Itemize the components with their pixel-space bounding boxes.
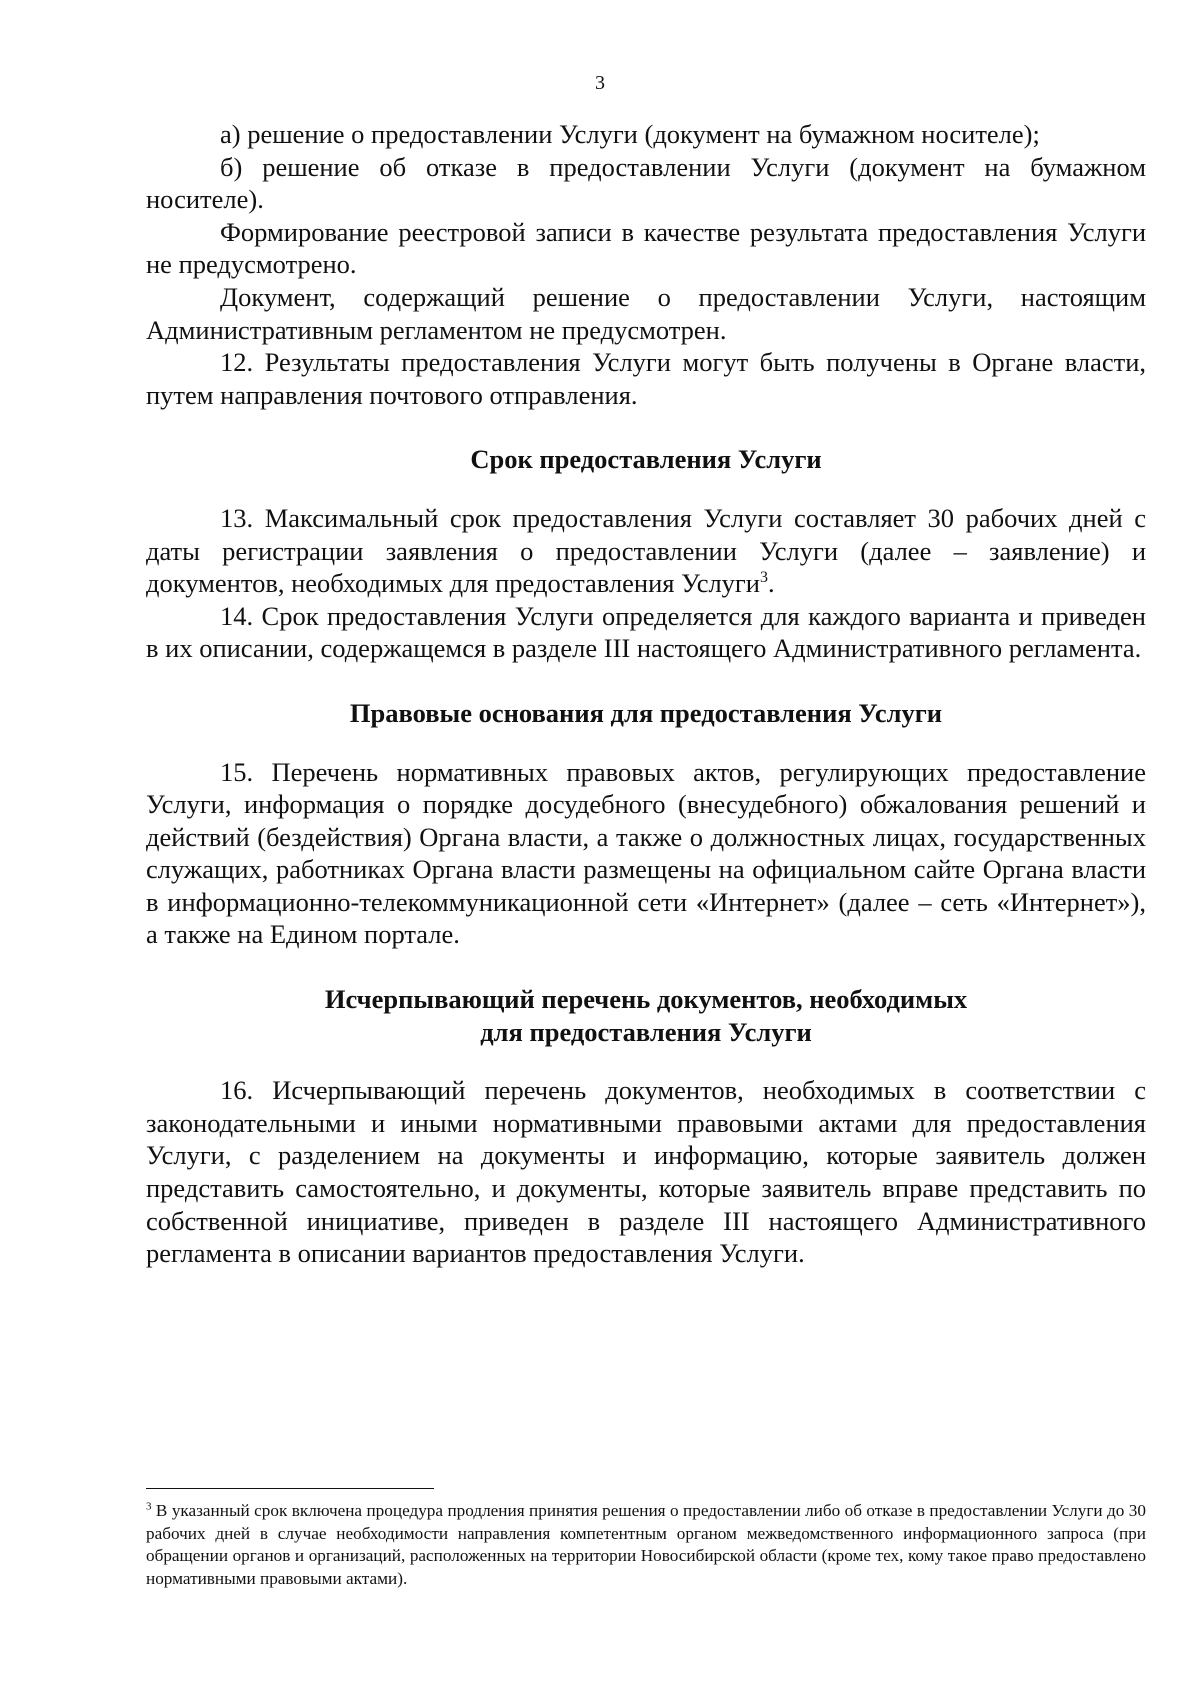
paragraph-registry: Формирование реестровой записи в качестве результата предоставления Услуги не предусмотрено. bbox=[146, 216, 1146, 280]
heading-legal: Правовые основания для предоставления Услуги bbox=[349, 697, 943, 728]
footnote-ref: 3 bbox=[759, 569, 768, 587]
paragraph-a: а) решение о предоставлении Услуги (документ на бумажном носителе); bbox=[220, 119, 1040, 149]
page-number: 3 bbox=[595, 72, 605, 94]
heading-documents-line1: Исчерпывающий перечень документов, необходимых bbox=[324, 984, 968, 1015]
document-body bbox=[146, 118, 1146, 1270]
footnote-separator bbox=[146, 1488, 434, 1489]
paragraph-13 bbox=[146, 502, 1146, 600]
paragraph-12: 12. Результаты предоставления Услуги могут быть получены в Органе власти, путем направления почтового отправления. bbox=[146, 347, 1146, 410]
heading-documents bbox=[146, 983, 1146, 1048]
paragraph-document: Документ, содержащий решение о предоставлении Услуги, настоящим Административным регламентом не предусмотрен. bbox=[146, 281, 1146, 345]
footnote-text: В указанный срок включена процедура продления принятия решения о предоставлении либо об отказе в предоставлении Услуги до 30 рабочих дней в случае необходимости направления компетентным органом межведомственного информационного запроса (при обращении органов и организаций, расположенных на территории Новосибирской области (кроме тех, кому такое право предоставлено нормативными правовыми актами). bbox=[146, 1501, 1146, 1588]
paragraph-14: 14. Срок предоставления Услуги определяется для каждого варианта и приведен в их описании, содержащемся в разделе III настоящего Административного регламента. bbox=[146, 600, 1146, 664]
heading-term: Срок предоставления Услуги bbox=[470, 444, 822, 475]
footnote bbox=[146, 1500, 1146, 1590]
paragraph-b: б) решение об отказе в предоставлении Услуги (документ на бумажном носителе). bbox=[146, 151, 1146, 215]
paragraph-16: 16. Исчерпывающий перечень документов, необходимых в соответствии с законодательными и иными нормативными правовыми актами для предоставления Услуги, с разделением на документы и информацию, которые заявитель должен представить самостоятельно, и документы, которые заявитель вправе представить по собственной инициативе, приведен в разделе III настоящего Административного регламента в описании вариантов предоставления Услуги. bbox=[146, 1075, 1146, 1269]
paragraph-13-end: . bbox=[767, 568, 775, 599]
heading-documents-line2: для предоставления Услуги bbox=[480, 1016, 812, 1047]
footnote-number: 3 bbox=[146, 1500, 152, 1513]
paragraph-13-text: 13. Максимальный срок предоставления Услуги составляет 30 рабочих дней с даты регистрации заявления о предоставлении Услуги (далее – заявление) и документов, необходимых для предоставления Услуги bbox=[146, 502, 1146, 599]
paragraph-15: 15. Перечень нормативных правовых актов, регулирующих предоставление Услуги, информация о порядке досудебного (внесудебного) обжалования решений и действий (бездействия) Органа власти, а также о должностных лицах, государственных служащих, работниках Органа власти размещены на официальном сайте Органа власти в информационно-телекоммуникационной сети «Интернет» (далее – сеть «Интернет»), а также на Едином портале. bbox=[146, 756, 1146, 950]
